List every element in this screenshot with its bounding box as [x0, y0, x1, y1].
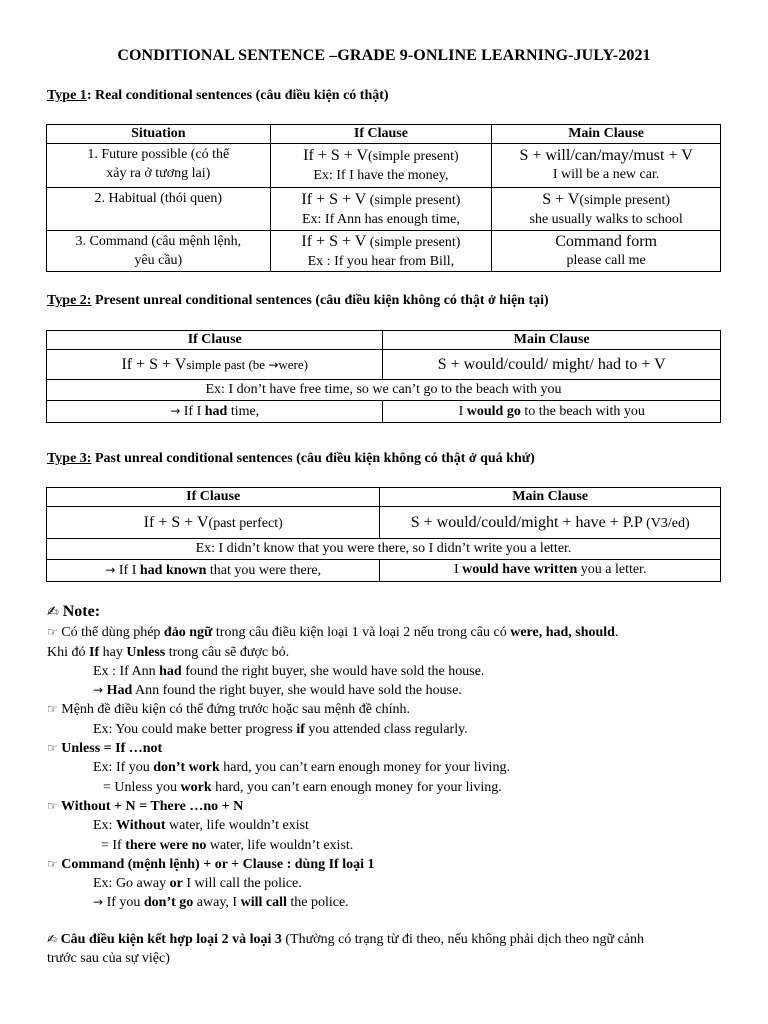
table-row [47, 350, 721, 380]
example-if-cell [47, 401, 383, 423]
main-example: I will be a new car. [552, 167, 660, 182]
situation-cell [47, 231, 271, 272]
col-header-situation: Situation [47, 125, 271, 144]
main-example: she usually walks to school [529, 212, 683, 227]
combo-line: trước sau của sự việc) [47, 951, 170, 966]
table-row [47, 231, 721, 272]
main-formula: S + would/could/ might/ had to + V [383, 350, 721, 380]
if-formula: If + S + V [121, 355, 187, 373]
table-header-row [47, 488, 721, 507]
note-example [47, 662, 737, 681]
situation-cell [47, 188, 271, 231]
example-text: time, [227, 404, 260, 419]
note-text: the police. [286, 895, 349, 911]
example-bold: would have written [462, 562, 578, 577]
note-text: away, I [193, 895, 241, 911]
note-text: Ex: If you [93, 760, 154, 776]
example-cell: Ex: I didn’t know that you were there, so I didn’t write you a letter. [47, 539, 721, 560]
example-text: I [453, 562, 463, 577]
note-example [47, 874, 737, 893]
note-example [47, 893, 737, 912]
type2-heading [47, 293, 549, 309]
if-formula-note: (simple present) [366, 235, 461, 250]
note-bold: work [180, 779, 212, 795]
note-text: hard, you can’t earn enough money for your living. [219, 760, 510, 776]
col-header-main-clause: Main Clause [383, 331, 721, 350]
note-bold: don’t work [153, 760, 220, 776]
note-bold: or [169, 876, 183, 892]
table-row [47, 507, 721, 539]
table-header-row [47, 125, 721, 144]
note-text: . [614, 625, 619, 641]
if-clause-cell [270, 144, 492, 188]
note-text: If you [103, 895, 144, 911]
type2-label: Type 2: [47, 293, 92, 308]
note-text: trong câu điều kiện loại 1 và loại 2 nếu trong câu có [212, 625, 511, 641]
note-bold: were, had, should [510, 625, 615, 641]
if-formula: If + S + V [143, 513, 209, 531]
situation-text: 2. Habitual (thói quen) [94, 191, 223, 206]
note-example [47, 758, 737, 777]
note-heading [47, 602, 737, 622]
col-header-main-clause: Main Clause [492, 125, 721, 144]
combo-section [47, 930, 737, 968]
note-bold: if [296, 721, 305, 737]
if-example: Ex: If I have the money, [313, 168, 449, 183]
note-text: Ex: You could make better progress [93, 721, 297, 737]
type1-table [46, 124, 721, 272]
if-formula: If + S + V [303, 147, 369, 164]
if-example: Ex: If Ann has enough time, [301, 212, 460, 227]
if-formula: If + S + V [301, 191, 367, 208]
situation-text: 3. Command (câu mệnh lệnh, [75, 234, 242, 249]
if-clause-cell [270, 231, 492, 272]
note-text: you attended class regularly. [304, 721, 468, 737]
main-formula: Command form [555, 233, 657, 250]
arrow-icon: → [105, 563, 116, 577]
note-bold: đảo ngữ [163, 625, 213, 641]
example-text: I [458, 404, 467, 419]
note-item [47, 855, 737, 874]
table-row [47, 188, 721, 231]
table-row [47, 144, 721, 188]
note-text: Ex: [93, 818, 116, 834]
arrow-icon: → [93, 683, 104, 698]
note-bold: Unless = If …not [57, 741, 163, 757]
note-example [47, 720, 737, 739]
pointing-hand-icon: ☞ [47, 798, 58, 813]
arrow-icon: → [93, 895, 104, 910]
table-row [47, 401, 721, 423]
note-item [47, 739, 737, 758]
example-text: you a letter. [577, 562, 647, 577]
pointing-hand-icon: ☞ [47, 741, 58, 756]
if-formula-note: (simple present) [368, 149, 459, 164]
if-formula: If + S + V [301, 233, 367, 250]
type1-heading [47, 88, 389, 104]
example-if-cell [47, 560, 380, 582]
type3-table [46, 487, 721, 582]
table-row [47, 539, 721, 560]
note-bold: If [89, 644, 100, 660]
note-bold: Without [115, 818, 166, 834]
note-text: Ex: Go away [93, 876, 170, 892]
main-formula-note: (V3/ed) [646, 515, 690, 531]
note-text: Ann found the right buyer, she would have sold the house. [132, 683, 462, 699]
if-formula-note: (simple present) [366, 193, 461, 208]
situation-cell [47, 144, 271, 188]
note-text: found the right buyer, she would have sold the house. [181, 663, 485, 679]
note-bold: Command (mệnh lệnh) + or + Clause : dùng If loại 1 [57, 856, 375, 872]
note-text: Mệnh đề điều kiện có thể đứng trước hoặc sau mệnh đề chính. [57, 702, 411, 718]
table-header-row [47, 331, 721, 350]
note-text: hay [99, 644, 127, 660]
note-bold: there were no [125, 837, 207, 853]
example-text: that you were there, [206, 563, 322, 578]
col-header-if-clause: If Clause [47, 331, 383, 350]
note-item [47, 623, 737, 642]
situation-text: 1. Future possible (có thể [87, 147, 230, 162]
combo-heading: Câu điều kiện kết hợp loại 2 và loại 3 [57, 932, 282, 947]
type3-heading [47, 451, 535, 467]
note-example [47, 816, 737, 835]
type2-desc: Present unreal conditional sentences (câu điều kiện không có thật ở hiện tại) [91, 293, 549, 308]
example-text: If I [115, 563, 140, 578]
note-bold: Had [106, 683, 133, 699]
if-clause-cell [47, 507, 380, 539]
note-text: trong câu sẽ được bỏ. [165, 644, 290, 660]
type1-label: Type 1 [47, 88, 87, 103]
example-bold: had known [139, 563, 207, 578]
main-formula-note: (simple present) [579, 193, 670, 208]
col-header-if-clause: If Clause [270, 125, 492, 144]
note-text: = Unless you [103, 779, 181, 795]
situation-text-2: yêu cầu) [134, 253, 183, 268]
type2-table [46, 330, 721, 423]
arrow-icon: → [268, 357, 279, 372]
example-text: If I [180, 404, 205, 419]
main-example: please call me [566, 253, 646, 268]
example-main-cell [383, 401, 721, 423]
note-text: water, life wouldn’t exist [165, 818, 309, 834]
if-clause-cell [270, 188, 492, 231]
note-item [47, 700, 737, 719]
example-bold: had [204, 404, 228, 419]
note-bold: Unless [126, 644, 166, 660]
note-item [47, 797, 737, 816]
example-bold: would go [466, 404, 521, 419]
main-clause-cell [492, 144, 721, 188]
note-text: water, life wouldn’t exist. [206, 837, 354, 853]
note-text: Khi đó [47, 644, 89, 660]
situation-text-2: xảy ra ở tương lai) [106, 166, 211, 181]
note-item [47, 643, 737, 662]
note-bold: don’t go [143, 895, 194, 911]
arrow-icon: → [170, 404, 181, 418]
note-text: Ex : If Ann [93, 663, 160, 679]
col-header-if-clause: If Clause [47, 488, 380, 507]
writing-hand-icon: ✍ [47, 604, 59, 620]
combo-line [47, 930, 737, 949]
pointing-hand-icon: ☞ [47, 856, 58, 871]
type3-label: Type 3: [47, 451, 92, 466]
note-example [47, 681, 737, 700]
main-clause-cell [492, 231, 721, 272]
pointing-hand-icon: ☞ [47, 702, 58, 717]
col-header-main-clause: Main Clause [380, 488, 721, 507]
note-text: hard, you can’t earn enough money for your living. [211, 779, 502, 795]
if-example: Ex : If you hear from Bill, [307, 254, 455, 269]
main-clause-cell [492, 188, 721, 231]
if-formula-note: simple past (be [186, 356, 269, 372]
table-row [47, 560, 721, 582]
note-text: Có thể dùng phép [57, 625, 164, 641]
table-row [47, 380, 721, 401]
main-clause-cell [380, 507, 721, 539]
combo-text: (Thường có trạng từ đi theo, nếu không phải dịch theo ngữ cảnh [281, 932, 645, 947]
if-formula-note: (past perfect) [208, 515, 283, 531]
example-main-cell [380, 560, 721, 582]
if-clause-cell [47, 350, 383, 380]
main-formula: S + would/could/might + have + P.P [410, 513, 647, 531]
example-text: to the beach with you [520, 404, 645, 419]
main-formula: S + will/can/may/must + V [519, 147, 693, 164]
note-text: I will call the police. [182, 876, 302, 892]
note-example [47, 778, 737, 797]
note-bold: will call [240, 895, 287, 911]
note-example [47, 836, 737, 855]
example-cell: Ex: I don’t have free time, so we can’t go to the beach with you [47, 380, 721, 401]
note-bold: Without + N = There …no + N [57, 798, 244, 814]
main-formula: S + V [542, 191, 580, 208]
note-section [47, 602, 737, 913]
type3-desc: Past unreal conditional sentences (câu điều kiện không có thật ở quá khứ) [91, 451, 535, 466]
note-bold: had [159, 663, 182, 679]
if-formula-end: were) [278, 356, 308, 372]
page-title: CONDITIONAL SENTENCE –GRADE 9-ONLINE LEARNING-JULY-2021 [117, 47, 651, 64]
note-text: = If [101, 837, 126, 853]
note-heading-text: Note: [58, 603, 101, 620]
pointing-hand-icon: ☞ [47, 625, 58, 640]
type1-desc: : Real conditional sentences (câu điều kiện có thật) [86, 88, 389, 103]
writing-hand-icon: ✍ [47, 932, 58, 946]
